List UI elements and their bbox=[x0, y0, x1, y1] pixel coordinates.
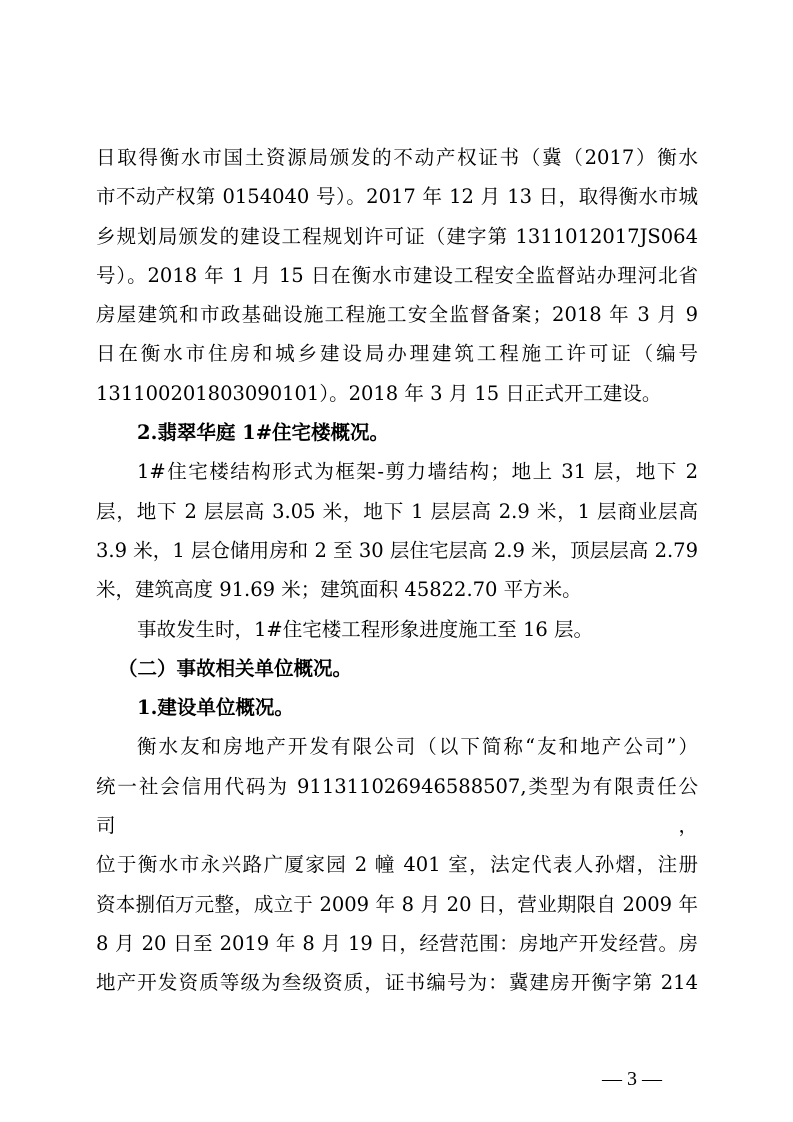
body-text-line: 位于衡水市永兴路广厦家园 2 幢 401 室，法定代表人孙熠，注册 bbox=[96, 853, 698, 877]
body-text-line: 1#住宅楼结构形式为框架-剪力墙结构；地上 31 层，地下 2 bbox=[137, 460, 698, 484]
body-text-line: 131100201803090101）。2018 年 3 月 15 日正式开工建设。 bbox=[96, 381, 662, 405]
body-text-line: 市不动产权第 0154040 号）。2017 年 12 月 13 日，取得衡水市城 bbox=[96, 185, 698, 209]
body-text-line: 号）。2018 年 1 月 15 日在衡水市建设工程安全监督站办理河北省 bbox=[96, 263, 698, 287]
body-text-line: 衡水友和房地产开发有限公司（以下简称“友和地产公司”） bbox=[137, 735, 698, 759]
section-heading: （二）事故相关单位概况。 bbox=[118, 656, 353, 680]
body-text-line: 日取得衡水市国土资源局颁发的不动产权证书（冀（2017）衡水 bbox=[96, 146, 698, 169]
page-number: — 3 — bbox=[602, 1067, 662, 1090]
body-text-line: 乡规划局颁发的建设工程规划许可证（建字第 1311012017JS064 bbox=[96, 224, 698, 248]
body-text-line: 日在衡水市住房和城乡建设局办理建筑工程施工许可证（编号 bbox=[96, 342, 698, 366]
body-text-line: 8 月 20 日至 2019 年 8 月 19 日，经营范围：房地产开发经营。房 bbox=[96, 931, 698, 955]
body-text-line: 米，建筑高度 91.69 米；建筑面积 45822.70 平方米。 bbox=[96, 578, 582, 602]
body-text-line: 房屋建筑和市政基础设施工程施工安全监督备案；2018 年 3 月 9 bbox=[96, 303, 698, 327]
section-heading: 1.建设单位概况。 bbox=[137, 696, 294, 720]
body-text-line: 统一社会信用代码为 911311026946588507,类型为有限责任公司， bbox=[96, 774, 698, 838]
body-text-line: 事故发生时，1#住宅楼工程形象进度施工至 16 层。 bbox=[137, 617, 593, 641]
body-text-line: 3.9 米，1 层仓储用房和 2 至 30 层住宅层高 2.9 米，顶层层高 2.79 bbox=[96, 538, 698, 562]
body-text-line: 层，地下 2 层层高 3.05 米，地下 1 层层高 2.9 米，1 层商业层高 bbox=[96, 499, 698, 523]
section-heading: 2.翡翠华庭 1#住宅楼概况。 bbox=[137, 421, 390, 445]
body-text-line: 资本捌佰万元整，成立于 2009 年 8 月 20 日，营业期限自 2009 年 bbox=[96, 892, 698, 916]
body-text-line: 地产开发资质等级为叁级资质，证书编号为：冀建房开衡字第 214 bbox=[96, 971, 698, 995]
